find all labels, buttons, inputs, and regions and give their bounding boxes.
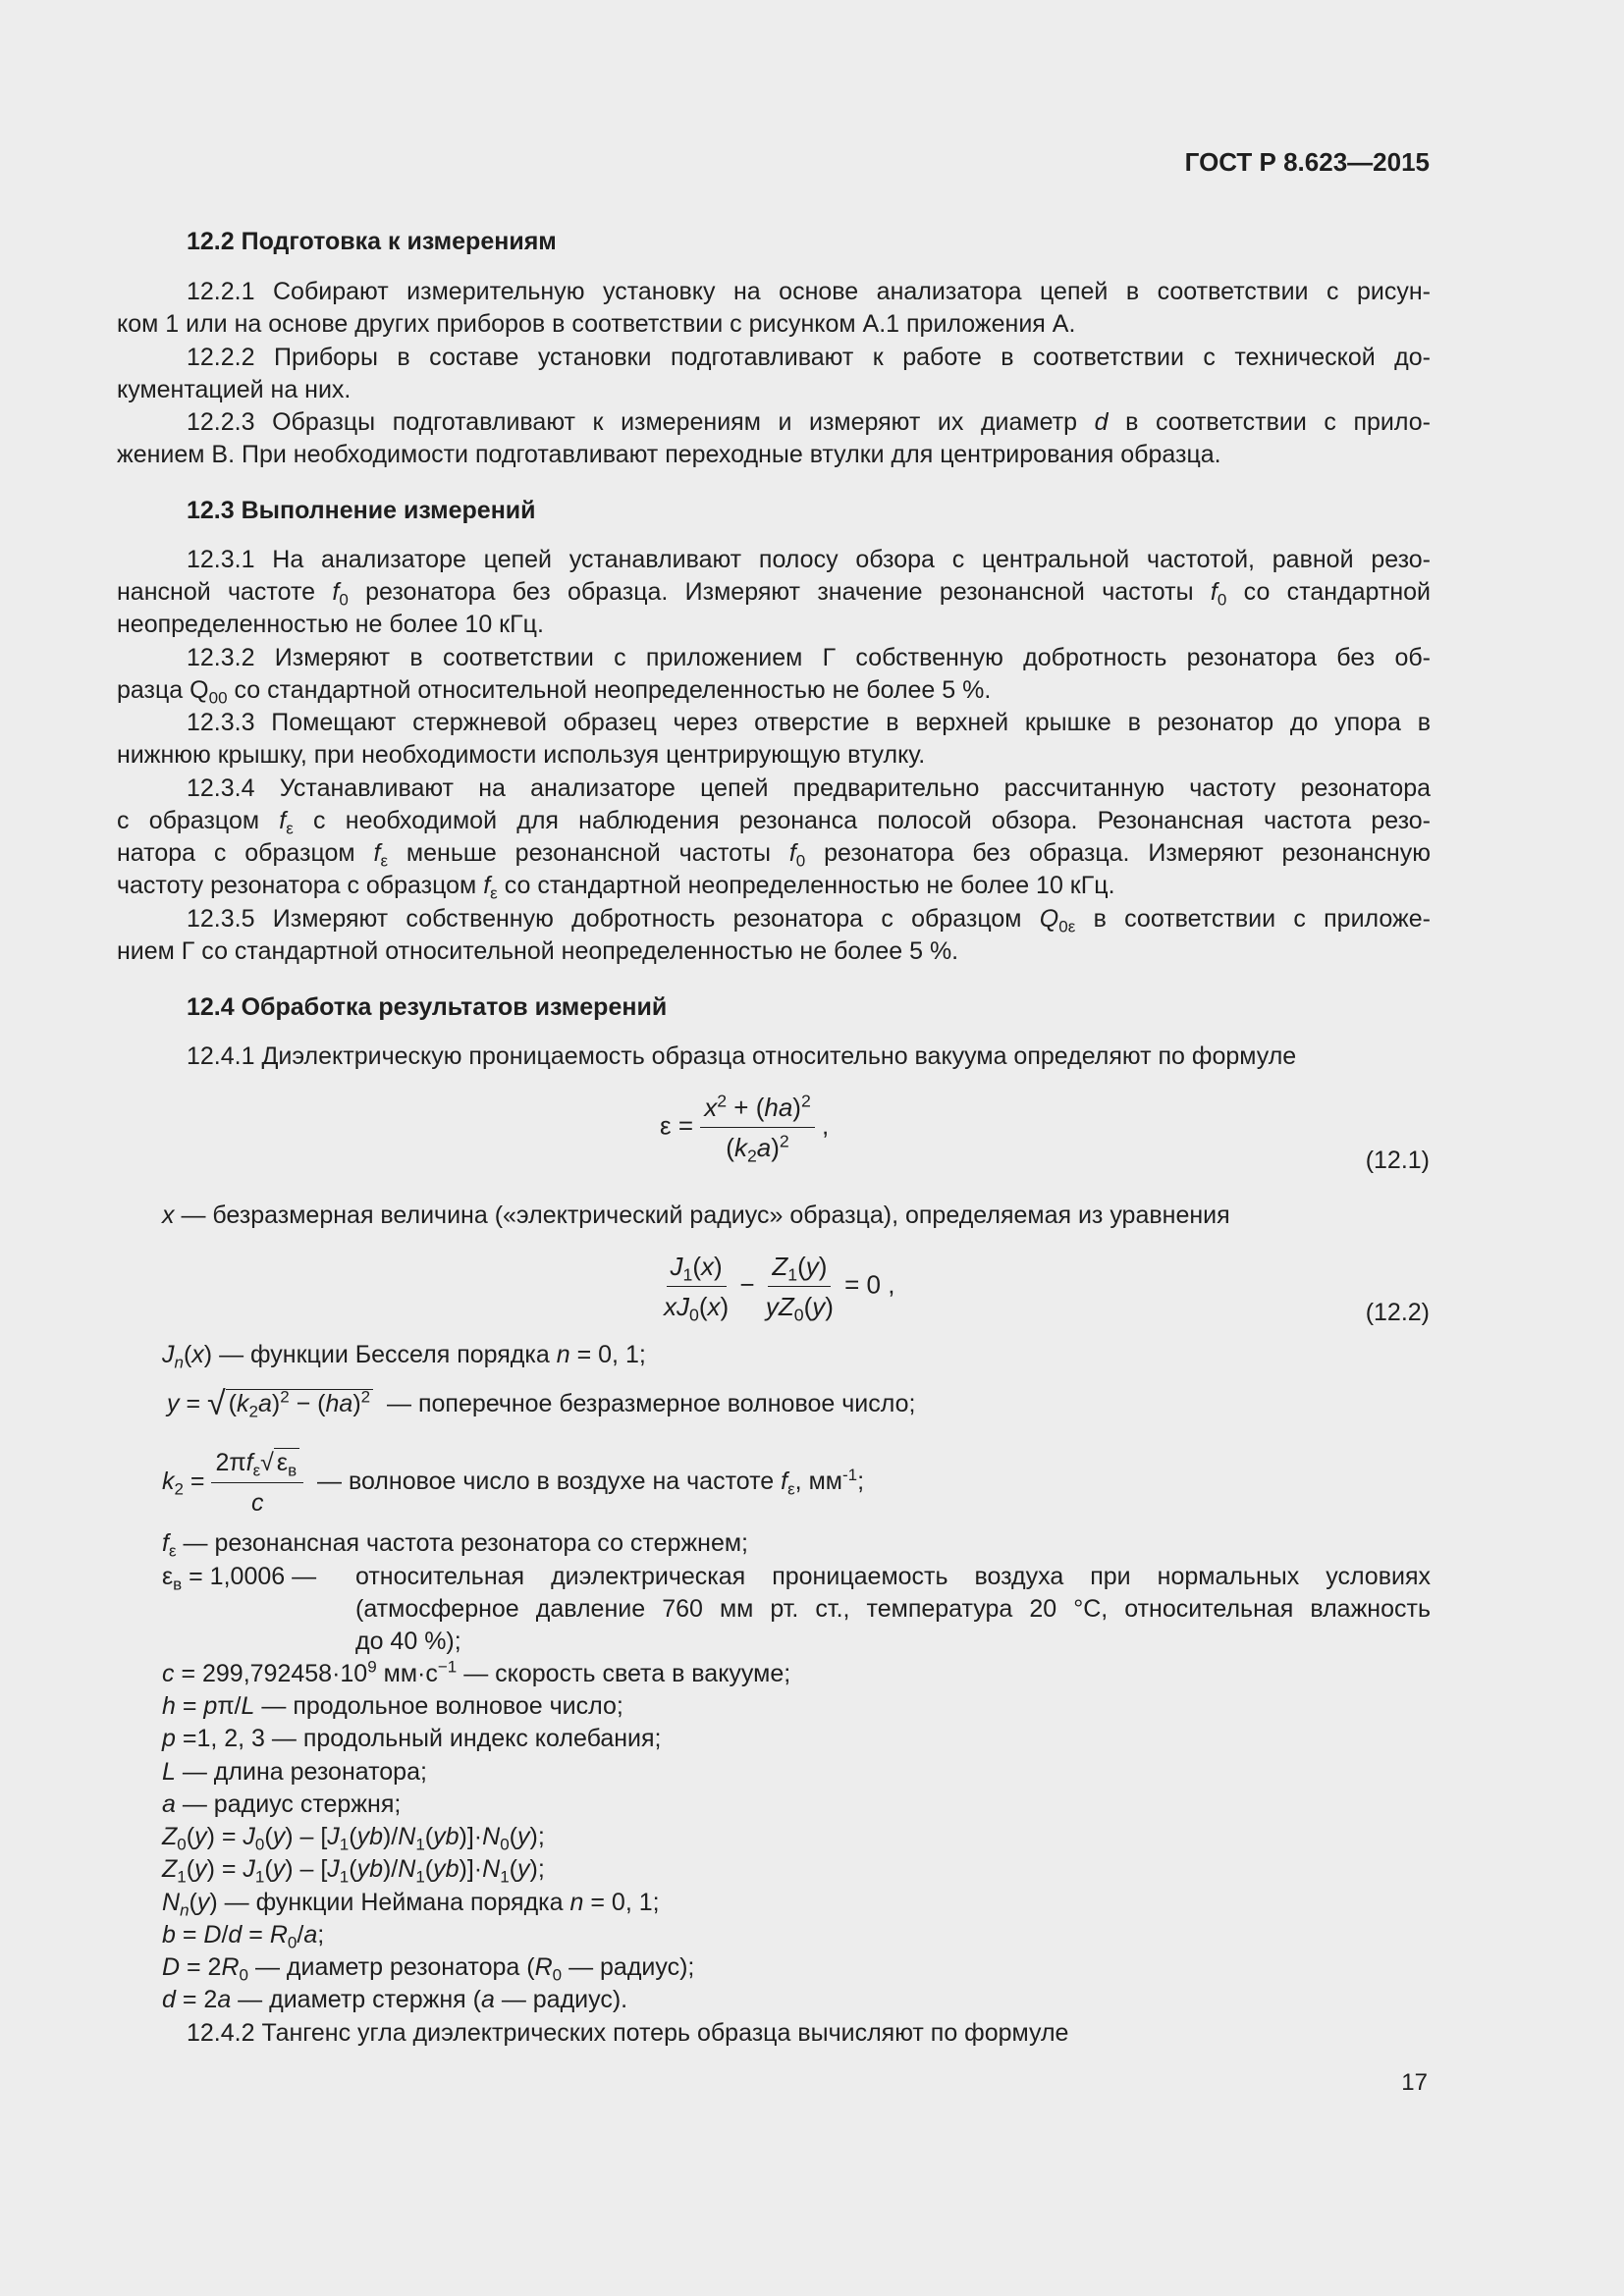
- page-number: 17: [1401, 2069, 1428, 2096]
- c-definition: $c = 299,792458\cdot 10^9$ $мм\cdot с^{-1}$ — скорость света в вакууме;: [162, 1657, 791, 1687]
- paragraph-12-3-4-line: натора с образцом $f_\varepsilon$ меньше резонансной частоты $f_0$ резонатора без образца. Измеряют резонансную: [117, 839, 1431, 871]
- paragraph-12-4-2: 12.4.2 Тангенс угла диэлектрических потерь образца вычисляют по формуле: [187, 2019, 1069, 2047]
- document-header: ГОСТ Р 8.623—2015: [1184, 147, 1430, 177]
- y-definition: y = √ $(k_2a)^2 - (ha)^2$ — поперечное безразмерное волновое число;: [167, 1385, 916, 1422]
- equation-number-12-1: (12.1): [1365, 1147, 1430, 1174]
- section-heading-12-3: 12.3 Выполнение измерений: [187, 497, 536, 524]
- neumann-definition: $N_n(y)$ — функции Неймана порядка n = 0, 1;: [162, 1889, 660, 1920]
- paragraph-12-3-3-line: 12.3.3 Помещают стержневой образец через отверстие в верхней крышке в резонатор до упора в: [187, 709, 1431, 736]
- a-definition: a — радиус стержня;: [162, 1790, 402, 1818]
- paragraph-12-3-4-line: 12.3.4 Устанавливают на анализаторе цепей предварительно рассчитанную частоту резонатора: [187, 774, 1431, 802]
- paragraph-12-3-1-line: неопределенностью не более 10 кГц.: [117, 611, 544, 638]
- eps-v-value: $\varepsilon_в = 1,0006$ —: [162, 1563, 317, 1594]
- paragraph-12-3-3-line: нижнюю крышку, при необходимости используя центрирующую втулку.: [117, 741, 926, 769]
- L-definition: L — длина резонатора;: [162, 1758, 427, 1786]
- h-definition: h = pπ/L — продольное волновое число;: [162, 1692, 623, 1720]
- fe-definition: $f_\varepsilon$ — резонансная частота резонатора со стержнем;: [162, 1529, 748, 1561]
- paragraph-12-3-5-line: 12.3.5 Измеряют собственную добротность резонатора с образцом $Q_{0\varepsilon}$ в соответствии с приложе-: [187, 905, 1431, 936]
- paragraph-12-3-5-line: нием Г со стандартной относительной неопределенностью не более 5 %.: [117, 937, 959, 965]
- paragraph-12-4-1: 12.4.1 Диэлектрическую проницаемость образца относительно вакуума определяют по формуле: [187, 1042, 1297, 1070]
- paragraph-12-2-3-line: 12.2.3 Образцы подготавливают к измерениям и измеряют их диаметр d в соответствии с прило-: [187, 408, 1431, 436]
- paragraph-12-3-4-line: с образцом $f_\varepsilon$ с необходимой для наблюдения резонанса полосой обзора. Резонансная частота резо-: [117, 807, 1431, 838]
- paragraph-12-3-4-line: частоту резонатора с образцом $f_\varepsilon$ со стандартной неопределенностью не более 10 кГц.: [117, 872, 1115, 903]
- eps-v-definition-line: до 40 %);: [355, 1628, 461, 1655]
- p-definition: p =1, 2, 3 — продольный индекс колебания;: [162, 1725, 662, 1752]
- section-heading-12-4: 12.4 Обработка результатов измерений: [187, 993, 668, 1021]
- eps-v-definition-line: относительная диэлектрическая проницаемость воздуха при нормальных условиях: [355, 1563, 1431, 1590]
- paragraph-12-3-1-line: 12.3.1 На анализаторе цепей устанавливают полосу обзора с центральной частотой, равной резо-: [187, 546, 1431, 573]
- b-definition: $b = D/d = R_0/a$;: [162, 1921, 325, 1952]
- paragraph-12-3-2-line: разца $Q_{00}$ со стандартной относительной неопределенностью не более 5 %.: [117, 676, 992, 708]
- Z0-definition: $Z_0(y) = J_0(y) - [J_1(yb)/N_1(yb)]\cdot N_0(y)$;: [162, 1823, 545, 1854]
- formula-12-2: $\frac{J_1(x)}{xJ_0(x)}$ − $\frac{Z_1(y)}{yZ_0(y)}$ = 0 ,: [660, 1247, 894, 1326]
- equation-number-12-2: (12.2): [1365, 1299, 1430, 1326]
- Z1-definition: $Z_1(y) = J_1(y) - [J_1(yb)/N_1(yb)]\cdot N_1(y)$;: [162, 1855, 545, 1887]
- bessel-definition: $J_n(x)$ — функции Бесселя порядка n = 0, 1;: [162, 1341, 646, 1372]
- section-heading-12-2: 12.2 Подготовка к измерениям: [187, 228, 557, 255]
- eps-v-definition-line: (атмосферное давление 760 мм рт. ст., температура 20 °С, относительная влажность: [355, 1595, 1431, 1623]
- paragraph-12-2-2-line: 12.2.2 Приборы в составе установки подготавливают к работе в соответствии с технической до-: [187, 344, 1431, 371]
- paragraph-12-3-2-line: 12.3.2 Измеряют в соответствии с приложением Г собственную добротность резонатора без об-: [187, 644, 1431, 671]
- formula-12-1: ε = $\frac{x^2 + (ha)^2}{(k_2a)^2}$ ,: [660, 1088, 829, 1167]
- paragraph-12-2-3-line: жением В. При необходимости подготавливают переходные втулки для центрирования образца.: [117, 441, 1221, 468]
- x-definition: x — безразмерная величина («электрический радиус» образца), определяемая из уравнения: [162, 1201, 1230, 1229]
- k2-definition: $k_2$ = $\frac{2\pi f_\varepsilon√ \varepsilon_в}{c}$ — волновое число в воздухе на частоте $f_\varepsilon$, $мм^{-1}$;: [162, 1443, 864, 1522]
- paragraph-12-2-1-line: ком 1 или на основе других приборов в соответствии с рисунком А.1 приложения А.: [117, 310, 1076, 338]
- paragraph-12-3-1-line: нансной частоте $f_0$ резонатора без образца. Измеряют значение резонансной частоты $f_0$ со стандартной: [117, 578, 1432, 610]
- D-definition: $D = 2R_0$ — диаметр резонатора ($R_0$ — радиус);: [162, 1953, 695, 1985]
- d-definition: d = 2a — диаметр стержня (a — радиус).: [162, 1986, 628, 2013]
- paragraph-12-2-1-line: 12.2.1 Собирают измерительную установку на основе анализатора цепей в соответствии с рисун-: [187, 278, 1431, 305]
- paragraph-12-2-2-line: кументацией на них.: [117, 376, 352, 403]
